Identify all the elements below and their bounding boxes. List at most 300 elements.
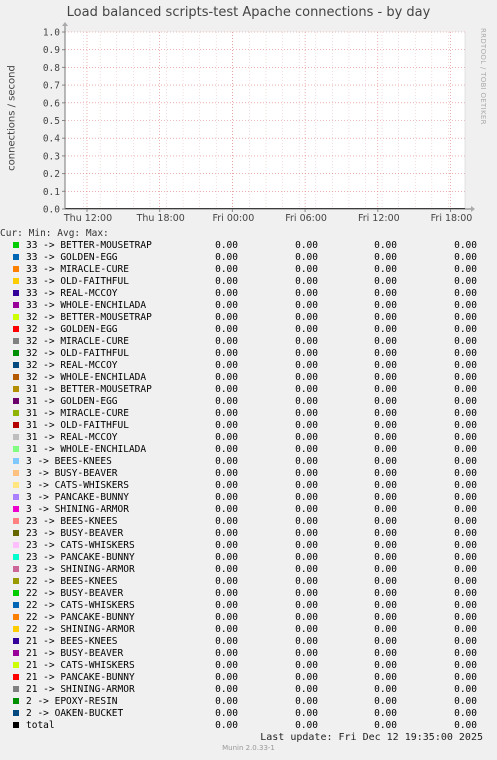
x-axis-arrow: [471, 206, 475, 212]
legend-value-max: 0.00: [454, 456, 477, 467]
legend-value-cur: 0.00: [215, 348, 238, 359]
legend-row: [0, 672, 497, 684]
legend-value-cur: 0.00: [215, 312, 238, 323]
legend-value-avg: 0.00: [374, 612, 397, 623]
legend-swatch: [13, 434, 19, 440]
legend-row: [0, 480, 497, 492]
legend-value-max: 0.00: [454, 348, 477, 359]
legend-row: [0, 492, 497, 504]
legend-swatch: [13, 290, 19, 296]
legend-row: [0, 660, 497, 672]
legend-series-name: 23 -> CATS-WHISKERS: [26, 540, 135, 551]
legend-header-cur: Cur:: [0, 228, 23, 239]
chart-title: Load balanced scripts-test Apache connections - by day: [66, 5, 431, 20]
legend-value-cur: 0.00: [215, 408, 238, 419]
legend-swatch: [13, 278, 19, 284]
legend-header-min: Min:: [28, 228, 52, 239]
legend-value-cur: 0.00: [215, 360, 238, 371]
legend-value-max: 0.00: [454, 396, 477, 407]
legend-value-max: 0.00: [454, 600, 477, 611]
legend-series-name: 21 -> SHINING-ARMOR: [26, 684, 135, 695]
last-update: Last update: Fri Dec 12 19:35:00 2025: [260, 732, 483, 743]
legend-value-max: 0.00: [454, 636, 477, 647]
legend-swatch: [13, 554, 19, 560]
legend-row: [0, 696, 497, 708]
legend-value-avg: 0.00: [374, 504, 397, 515]
legend-swatch: [13, 494, 19, 500]
legend-value-min: 0.00: [295, 504, 318, 515]
legend-series-name: 23 -> BEES-KNEES: [26, 516, 118, 527]
legend-row: [0, 468, 497, 480]
legend-value-avg: 0.00: [374, 444, 397, 455]
legend-value-max: 0.00: [454, 336, 477, 347]
legend-series-name: 31 -> WHOLE-ENCHILADA: [26, 444, 147, 455]
legend-swatch: [13, 398, 19, 404]
legend-value-min: 0.00: [295, 588, 318, 599]
legend-swatch: [13, 422, 19, 428]
legend-series-name: 3 -> PANCAKE-BUNNY: [26, 492, 129, 503]
legend-value-cur: 0.00: [215, 444, 238, 455]
legend-row: [0, 516, 497, 528]
legend-value-max: 0.00: [454, 408, 477, 419]
legend-value-avg: 0.00: [374, 600, 397, 611]
legend-value-min: 0.00: [295, 456, 318, 467]
legend-value-avg: 0.00: [374, 348, 397, 359]
legend-swatch: [13, 242, 19, 248]
legend-row: [0, 324, 497, 336]
legend-value-avg: 0.00: [374, 576, 397, 587]
legend-value-min: 0.00: [295, 252, 318, 263]
legend-value-cur: 0.00: [215, 480, 238, 491]
legend-value-avg: 0.00: [374, 276, 397, 287]
legend-value-max: 0.00: [454, 564, 477, 575]
legend-swatch: [13, 662, 19, 668]
legend-swatch: [13, 542, 19, 548]
x-tick-label: Fri 00:00: [212, 213, 255, 224]
legend-value-avg: 0.00: [374, 564, 397, 575]
legend-series-name: 32 -> REAL-MCCOY: [26, 360, 118, 371]
legend-value-max: 0.00: [454, 300, 477, 311]
legend-value-cur: 0.00: [215, 372, 238, 383]
rrdtool-watermark: RRDTOOL / TOBI OETIKER: [479, 28, 487, 125]
legend-series-name: 21 -> BUSY-BEAVER: [26, 648, 124, 659]
legend-value-max: 0.00: [454, 360, 477, 371]
y-tick-label: 0.3: [42, 151, 60, 163]
legend-row: [0, 420, 497, 432]
legend-value-avg: 0.00: [374, 492, 397, 503]
legend-value-min: 0.00: [295, 516, 318, 527]
legend-value-max: 0.00: [454, 432, 477, 443]
legend-swatch: [13, 674, 19, 680]
legend-value-min: 0.00: [295, 420, 318, 431]
legend-row: [0, 540, 497, 552]
legend-value-avg: 0.00: [374, 420, 397, 431]
legend-series-name: 32 -> GOLDEN-EGG: [26, 324, 118, 335]
x-tick-label: Fri 18:00: [430, 213, 473, 224]
legend-series-name: 23 -> BUSY-BEAVER: [26, 528, 124, 539]
legend-series-name: 21 -> PANCAKE-BUNNY: [26, 672, 135, 683]
legend-value-min: 0.00: [295, 432, 318, 443]
legend-value-max: 0.00: [454, 612, 477, 623]
legend-value-min: 0.00: [295, 612, 318, 623]
y-tick-label: 0.4: [42, 133, 60, 145]
legend-value-min: 0.00: [295, 264, 318, 275]
y-axis-label: connections / second: [6, 65, 18, 171]
y-tick-label: 0.6: [42, 98, 60, 110]
y-tick-label: 0.2: [42, 169, 60, 181]
legend-value-max: 0.00: [454, 372, 477, 383]
legend-value-cur: 0.00: [215, 420, 238, 431]
legend-value-cur: 0.00: [215, 624, 238, 635]
legend-value-min: 0.00: [295, 696, 318, 707]
legend-series-name: 3 -> CATS-WHISKERS: [26, 480, 129, 491]
legend-value-avg: 0.00: [374, 660, 397, 671]
legend-swatch: [13, 326, 19, 332]
legend-series-name: total: [26, 720, 55, 731]
legend-value-avg: 0.00: [374, 324, 397, 335]
legend-value-cur: 0.00: [215, 252, 238, 263]
legend-value-max: 0.00: [454, 552, 477, 563]
legend-value-max: 0.00: [454, 312, 477, 323]
legend-value-avg: 0.00: [374, 684, 397, 695]
legend-row: [0, 252, 497, 264]
legend-row: [0, 576, 497, 588]
legend-value-max: 0.00: [454, 516, 477, 527]
legend-value-avg: 0.00: [374, 588, 397, 599]
legend-value-cur: 0.00: [215, 384, 238, 395]
legend-value-cur: 0.00: [215, 468, 238, 479]
legend-value-max: 0.00: [454, 588, 477, 599]
legend-value-min: 0.00: [295, 408, 318, 419]
legend-series-name: 31 -> GOLDEN-EGG: [26, 396, 118, 407]
legend-row: [0, 636, 497, 648]
legend-value-avg: 0.00: [374, 384, 397, 395]
legend-value-min: 0.00: [295, 360, 318, 371]
legend-value-min: 0.00: [295, 708, 318, 719]
legend-value-cur: 0.00: [215, 240, 238, 251]
legend-value-avg: 0.00: [374, 516, 397, 527]
legend-value-min: 0.00: [295, 684, 318, 695]
legend-row: [0, 456, 497, 468]
legend-value-cur: 0.00: [215, 516, 238, 527]
legend-value-avg: 0.00: [374, 540, 397, 551]
legend-swatch: [13, 362, 19, 368]
legend-value-max: 0.00: [454, 684, 477, 695]
legend-row: [0, 360, 497, 372]
legend-value-max: 0.00: [454, 708, 477, 719]
legend-row: [0, 300, 497, 312]
legend-value-min: 0.00: [295, 468, 318, 479]
x-tick-label: Thu 18:00: [136, 213, 185, 224]
legend-series-name: 33 -> GOLDEN-EGG: [26, 252, 118, 263]
legend-swatch: [13, 626, 19, 632]
legend-value-avg: 0.00: [374, 636, 397, 647]
legend-swatch: [13, 710, 19, 716]
legend-value-min: 0.00: [295, 288, 318, 299]
legend-swatch: [13, 470, 19, 476]
legend-value-min: 0.00: [295, 648, 318, 659]
legend-value-min: 0.00: [295, 276, 318, 287]
chart-svg: [0, 0, 497, 228]
legend-value-avg: 0.00: [374, 252, 397, 263]
legend-header-max: Max:: [85, 228, 109, 239]
legend-swatch: [13, 302, 19, 308]
legend-series-name: 33 -> REAL-MCCOY: [26, 288, 118, 299]
legend-row: [0, 552, 497, 564]
legend-value-avg: 0.00: [374, 300, 397, 311]
legend-value-cur: 0.00: [215, 576, 238, 587]
legend-series-name: 2 -> OAKEN-BUCKET: [26, 708, 124, 719]
legend-swatch: [13, 266, 19, 272]
legend-row: [0, 624, 497, 636]
legend-series-name: 32 -> OLD-FAITHFUL: [26, 348, 129, 359]
legend-value-min: 0.00: [295, 624, 318, 635]
legend-value-cur: 0.00: [215, 552, 238, 563]
legend-swatch: [13, 254, 19, 260]
legend-value-max: 0.00: [454, 444, 477, 455]
legend-series-name: 23 -> SHINING-ARMOR: [26, 564, 135, 575]
legend-swatch: [13, 590, 19, 596]
legend-series-name: 31 -> OLD-FAITHFUL: [26, 420, 129, 431]
legend-value-min: 0.00: [295, 300, 318, 311]
legend-value-max: 0.00: [454, 540, 477, 551]
legend-value-cur: 0.00: [215, 600, 238, 611]
legend-row: [0, 588, 497, 600]
legend-row: [0, 564, 497, 576]
legend-value-cur: 0.00: [215, 588, 238, 599]
legend-value-min: 0.00: [295, 240, 318, 251]
legend-swatch: [13, 566, 19, 572]
legend-value-avg: 0.00: [374, 360, 397, 371]
legend-series-name: 21 -> CATS-WHISKERS: [26, 660, 135, 671]
legend-value-max: 0.00: [454, 672, 477, 683]
legend-swatch: [13, 530, 19, 536]
legend-value-min: 0.00: [295, 576, 318, 587]
legend-series-name: 33 -> BETTER-MOUSETRAP: [26, 240, 152, 251]
legend-series-name: 22 -> BEES-KNEES: [26, 576, 118, 587]
y-tick-label: 0.0: [42, 204, 60, 216]
legend-value-avg: 0.00: [374, 624, 397, 635]
legend-value-avg: 0.00: [374, 336, 397, 347]
legend-series-name: 3 -> BUSY-BEAVER: [26, 468, 118, 479]
legend-row: [0, 276, 497, 288]
legend-row: [0, 612, 497, 624]
legend-series-name: 31 -> BETTER-MOUSETRAP: [26, 384, 152, 395]
legend-value-cur: 0.00: [215, 660, 238, 671]
legend-series-name: 22 -> BUSY-BEAVER: [26, 588, 124, 599]
legend-swatch: [13, 338, 19, 344]
legend-value-avg: 0.00: [374, 708, 397, 719]
legend-series-name: 33 -> OLD-FAITHFUL: [26, 276, 129, 287]
legend-value-max: 0.00: [454, 240, 477, 251]
legend-series-name: 33 -> WHOLE-ENCHILADA: [26, 300, 147, 311]
legend-value-cur: 0.00: [215, 504, 238, 515]
legend-value-min: 0.00: [295, 480, 318, 491]
legend-swatch: [13, 350, 19, 356]
legend-swatch: [13, 410, 19, 416]
legend-value-min: 0.00: [295, 672, 318, 683]
legend-series-name: 33 -> MIRACLE-CURE: [26, 264, 129, 275]
legend-series-name: 21 -> BEES-KNEES: [26, 636, 118, 647]
legend-value-max: 0.00: [454, 264, 477, 275]
legend-value-cur: 0.00: [215, 612, 238, 623]
y-tick-label: 0.7: [42, 80, 60, 92]
legend-value-avg: 0.00: [374, 432, 397, 443]
legend-row: [0, 372, 497, 384]
y-tick-label: 0.1: [42, 186, 60, 198]
legend-swatch: [13, 614, 19, 620]
y-tick-label: 1.0: [42, 27, 60, 39]
legend-value-min: 0.00: [295, 312, 318, 323]
legend-value-max: 0.00: [454, 720, 477, 731]
legend-rows: [0, 240, 497, 732]
legend-row: [0, 288, 497, 300]
legend-series-name: 22 -> PANCAKE-BUNNY: [26, 612, 135, 623]
legend-value-max: 0.00: [454, 288, 477, 299]
legend-value-min: 0.00: [295, 636, 318, 647]
legend-row: [0, 708, 497, 720]
legend-series-name: 31 -> MIRACLE-CURE: [26, 408, 129, 419]
legend-value-cur: 0.00: [215, 432, 238, 443]
legend-series-name: 22 -> CATS-WHISKERS: [26, 600, 135, 611]
legend-value-min: 0.00: [295, 600, 318, 611]
legend-value-max: 0.00: [454, 324, 477, 335]
legend-value-cur: 0.00: [215, 648, 238, 659]
legend-series-name: 32 -> MIRACLE-CURE: [26, 336, 129, 347]
legend-value-cur: 0.00: [215, 564, 238, 575]
legend-value-cur: 0.00: [215, 696, 238, 707]
legend-series-name: 31 -> REAL-MCCOY: [26, 432, 118, 443]
legend-swatch: [13, 374, 19, 380]
legend-swatch: [13, 314, 19, 320]
legend-value-min: 0.00: [295, 396, 318, 407]
legend-value-avg: 0.00: [374, 720, 397, 731]
legend-value-avg: 0.00: [374, 408, 397, 419]
legend-row: [0, 648, 497, 660]
munin-version: Munin 2.0.33-1: [222, 744, 275, 752]
legend-value-avg: 0.00: [374, 264, 397, 275]
legend-value-min: 0.00: [295, 336, 318, 347]
legend-header-avg: Avg:: [57, 228, 81, 239]
legend: [0, 228, 497, 732]
legend-swatch: [13, 482, 19, 488]
legend-value-avg: 0.00: [374, 696, 397, 707]
legend-row: [0, 684, 497, 696]
legend-series-name: 3 -> SHINING-ARMOR: [26, 504, 129, 515]
legend-value-min: 0.00: [295, 528, 318, 539]
legend-value-min: 0.00: [295, 660, 318, 671]
legend-row: [0, 720, 497, 732]
legend-header: [0, 228, 497, 240]
legend-swatch: [13, 506, 19, 512]
y-tick-label: 0.8: [42, 62, 60, 74]
legend-value-max: 0.00: [454, 468, 477, 479]
legend-row: [0, 384, 497, 396]
legend-value-min: 0.00: [295, 540, 318, 551]
legend-swatch: [13, 638, 19, 644]
legend-value-avg: 0.00: [374, 648, 397, 659]
x-tick-label: Thu 12:00: [63, 213, 113, 224]
y-tick-label: 0.5: [42, 116, 60, 127]
legend-value-min: 0.00: [295, 324, 318, 335]
legend-value-min: 0.00: [295, 552, 318, 563]
legend-row: [0, 336, 497, 348]
legend-value-avg: 0.00: [374, 672, 397, 683]
legend-value-cur: 0.00: [215, 708, 238, 719]
legend-value-max: 0.00: [454, 528, 477, 539]
legend-value-max: 0.00: [454, 492, 477, 503]
legend-swatch: [13, 722, 19, 728]
legend-value-max: 0.00: [454, 696, 477, 707]
legend-swatch: [13, 698, 19, 704]
legend-series-name: 3 -> BEES-KNEES: [26, 456, 112, 467]
legend-value-avg: 0.00: [374, 480, 397, 491]
legend-swatch: [13, 446, 19, 452]
legend-row: [0, 408, 497, 420]
legend-swatch: [13, 686, 19, 692]
legend-swatch: [13, 650, 19, 656]
legend-value-min: 0.00: [295, 564, 318, 575]
legend-value-cur: 0.00: [215, 636, 238, 647]
legend-value-min: 0.00: [295, 348, 318, 359]
legend-value-cur: 0.00: [215, 672, 238, 683]
legend-value-max: 0.00: [454, 276, 477, 287]
legend-row: [0, 528, 497, 540]
legend-value-cur: 0.00: [215, 528, 238, 539]
legend-value-avg: 0.00: [374, 288, 397, 299]
legend-value-max: 0.00: [454, 504, 477, 515]
legend-row: [0, 240, 497, 252]
legend-value-min: 0.00: [295, 720, 318, 731]
legend-row: [0, 600, 497, 612]
legend-swatch: [13, 602, 19, 608]
legend-value-avg: 0.00: [374, 372, 397, 383]
legend-value-min: 0.00: [295, 372, 318, 383]
legend-series-name: 2 -> EPOXY-RESIN: [26, 696, 118, 707]
y-tick-label: 0.9: [42, 45, 60, 57]
legend-series-name: 32 -> WHOLE-ENCHILADA: [26, 372, 147, 383]
legend-value-avg: 0.00: [374, 456, 397, 467]
legend-value-cur: 0.00: [215, 684, 238, 695]
legend-value-cur: 0.00: [215, 324, 238, 335]
legend-value-min: 0.00: [295, 384, 318, 395]
legend-swatch: [13, 386, 19, 392]
legend-value-max: 0.00: [454, 624, 477, 635]
legend-value-avg: 0.00: [374, 528, 397, 539]
x-tick-label: Fri 06:00: [285, 213, 327, 224]
legend-value-max: 0.00: [454, 648, 477, 659]
legend-row: [0, 444, 497, 456]
legend-value-max: 0.00: [454, 252, 477, 263]
legend-value-avg: 0.00: [374, 396, 397, 407]
legend-value-avg: 0.00: [374, 312, 397, 323]
legend-row: [0, 348, 497, 360]
legend-value-max: 0.00: [454, 576, 477, 587]
legend-swatch: [13, 458, 19, 464]
legend-value-max: 0.00: [454, 480, 477, 491]
legend-series-name: 32 -> BETTER-MOUSETRAP: [26, 312, 152, 323]
legend-row: [0, 432, 497, 444]
legend-value-max: 0.00: [454, 420, 477, 431]
legend-value-cur: 0.00: [215, 264, 238, 275]
legend-series-name: 22 -> SHINING-ARMOR: [26, 624, 135, 635]
legend-value-cur: 0.00: [215, 300, 238, 311]
legend-value-cur: 0.00: [215, 396, 238, 407]
legend-row: [0, 504, 497, 516]
x-tick-label: Fri 12:00: [357, 213, 400, 224]
legend-swatch: [13, 518, 19, 524]
legend-value-max: 0.00: [454, 384, 477, 395]
